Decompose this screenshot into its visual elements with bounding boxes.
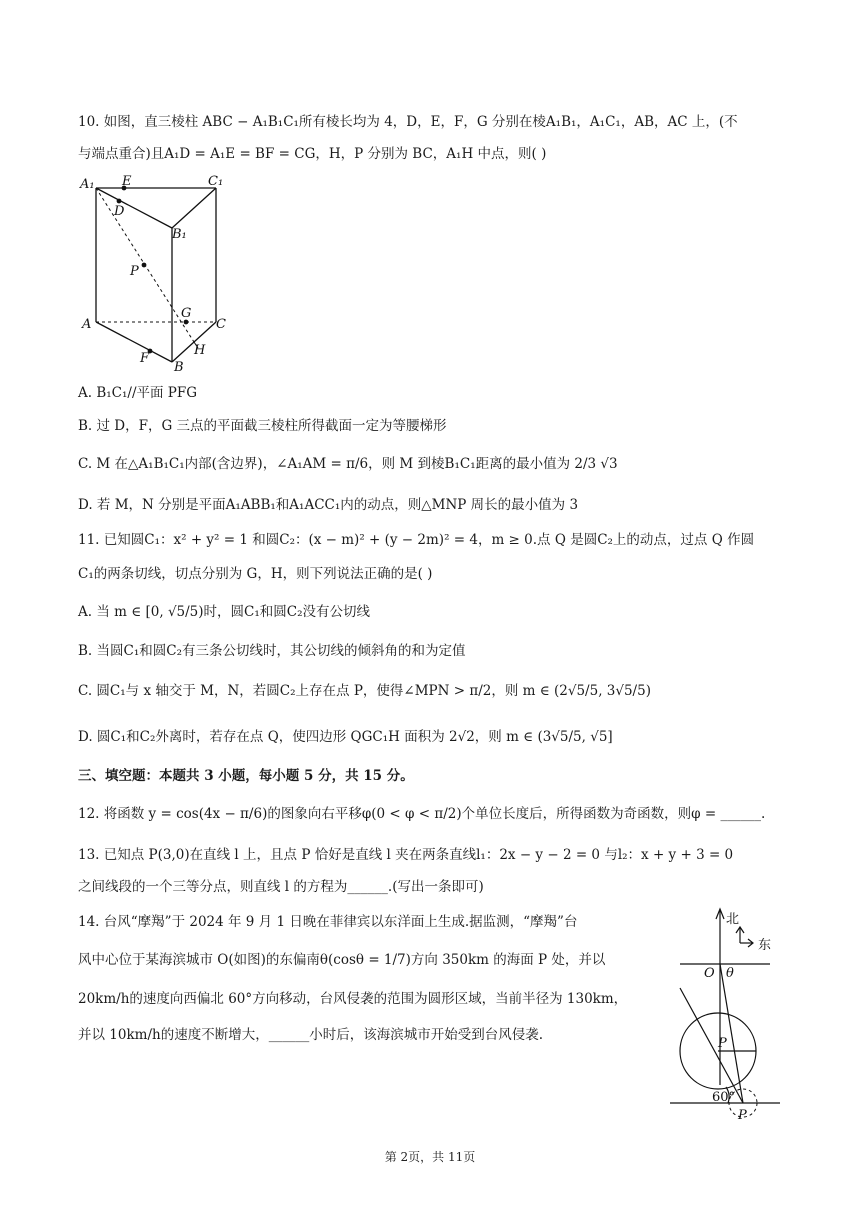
- q10-stem-line2: 与端点重合)且A₁D = A₁E = BF = CG，H，P 分别为 BC，A₁H 中点，则( ): [78, 146, 547, 162]
- q12-text: 12. 将函数 y = cos(4x − π/6)的图象向右平移φ(0 < φ < π/2)个单位长度后，所得函数为奇函数，则φ = ______.: [78, 806, 766, 822]
- label-north: 北: [726, 912, 740, 927]
- label-theta: θ: [726, 966, 734, 981]
- label-60deg: 60°: [712, 1090, 736, 1105]
- q11-option-c: C. 圆C₁与 x 轴交于 M，N，若圆C₂上存在点 P，使得∠MPN > π/2，则 m ∈ (2√5/5, 3√5/5): [78, 683, 651, 699]
- q10-option-b: B. 过 D，F，G 三点的平面截三棱柱所得截面一定为等腰梯形: [78, 418, 447, 434]
- q10-option-d: D. 若 M，N 分别是平面A₁ABB₁和A₁ACC₁内的动点，则△MNP 周长的最小值为 3: [78, 497, 579, 513]
- label-A: A: [82, 317, 92, 332]
- label-C: C: [216, 317, 226, 332]
- page-footer: 第 2页，共 11页: [384, 1150, 476, 1164]
- q14-line1: 14. 台风“摩羯”于 2024 年 9 月 1 日晚在菲律宾以东洋面上生成.据监测，“摩羯”台: [78, 914, 578, 930]
- label-D: D: [114, 204, 125, 219]
- typhoon-figure: [660, 905, 790, 1125]
- label-F: F: [140, 351, 150, 366]
- q11-stem-line2: C₁的两条切线，切点分别为 G，H，则下列说法正确的是( ): [78, 566, 433, 582]
- q10-option-a: A. B₁C₁//平面 PFG: [78, 385, 198, 401]
- label-B: B: [174, 360, 184, 372]
- q11-option-a: A. 当 m ∈ [0, √5/5)时，圆C₁和圆C₂没有公切线: [78, 604, 371, 620]
- label-A1: A₁: [80, 177, 95, 192]
- q10-stem-line1: 10. 如图，直三棱柱 ABC − A₁B₁C₁所有棱长均为 4，D，E，F，G 分别在棱A₁B₁，A₁C₁，AB，AC 上，(不: [78, 114, 738, 130]
- label-east: 东: [758, 938, 772, 953]
- label-H: H: [194, 343, 206, 358]
- q11-option-b: B. 当圆C₁和圆C₂有三条公切线时，其公切线的倾斜角的和为定值: [78, 643, 466, 659]
- label-E: E: [122, 174, 132, 189]
- label-O: O: [704, 966, 715, 981]
- section3-title: 三、填空题：本题共 3 小题，每小题 5 分，共 15 分。: [78, 768, 414, 784]
- label-P: P: [130, 264, 139, 279]
- q11-option-d: D. 圆C₁和C₂外离时，若存在点 Q，使四边形 QGC₁H 面积为 2√2，则 m ∈ (3√5/5, √5]: [78, 729, 613, 745]
- q14-line2: 风中心位于某海滨城市 O(如图)的东偏南θ(cosθ = 1/7)方向 350km 的海面 P 处，并以: [78, 952, 606, 968]
- label-C1: C₁: [208, 174, 224, 189]
- q14-line4: 并以 10km/h的速度不断增大，______小时后，该海滨城市开始受到台风侵袭.: [78, 1027, 543, 1043]
- q11-stem-line1: 11. 已知圆C₁：x² + y² = 1 和圆C₂：(x − m)² + (y − 2m)² = 4，m ≥ 0.点 Q 是圆C₂上的动点，过点 Q 作圆: [78, 532, 755, 548]
- prism-figure: [78, 172, 238, 372]
- q14-line3: 20km/h的速度向西偏北 60°方向移动，台风侵袭的范围为圆形区域，当前半径为 130km，: [78, 991, 628, 1007]
- q13-line2: 之间线段的一个三等分点，则直线 l 的方程为______.(写出一条即可): [78, 879, 484, 895]
- label-P-circle: P: [718, 1036, 727, 1051]
- label-G: G: [181, 306, 192, 321]
- label-B1: B₁: [172, 227, 187, 242]
- q13-line1: 13. 已知点 P(3,0)在直线 l 上，且点 P 恰好是直线 l 夹在两条直线l₁：2x − y − 2 = 0 与l₂：x + y + 3 = 0: [78, 847, 734, 863]
- q10-option-c: C. M 在△A₁B₁C₁内部(含边界)，∠A₁AM = π/6，则 M 到棱B₁C₁距离的最小值为 2/3 √3: [78, 456, 618, 472]
- label-P-bottom: P: [738, 1108, 747, 1123]
